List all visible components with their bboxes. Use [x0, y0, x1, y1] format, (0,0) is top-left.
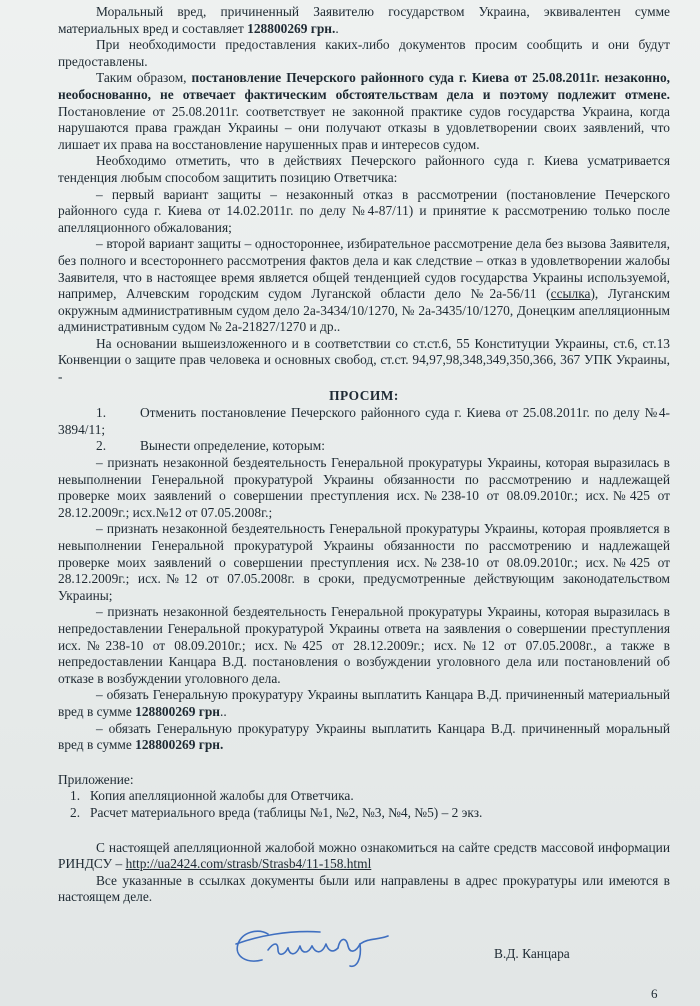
signature-block — [0, 920, 700, 990]
spacer — [58, 754, 670, 772]
section-heading-request: ПРОСИМ: — [329, 387, 399, 403]
document-body — [58, 4, 670, 906]
paragraph-conclusion: Таким образом, постановление Печерского районного суда г. Киева от 25.08.2011г. незаконно, необоснованно, не отвечает фактическим обстоятельствам дела и поэтому подлежит отмене. Постановление от 25.08.2011г. соответствует не законной практике судов государства Украина, когда нарушаются права граждан Украины – они получают отказы в удовлетворении своих заявлений, что лишает их права на восстановление нарушенных прав и интересов судом. — [58, 70, 670, 152]
sub-item-oblige-moral: – обязать Генеральную прокуратуру Украины выплатить Канцара В.Д. причиненный моральный вред в сумме 128800269 грн. — [58, 720, 670, 753]
signer-name: В.Д. Канцара — [494, 946, 570, 961]
attachment-item: 1. Копия апелляционной жалобы для Ответчика. — [70, 788, 354, 804]
reference-link[interactable]: ссылка — [550, 286, 591, 302]
spacer — [58, 822, 670, 840]
request-item-1: 1. Отменить постановление Печерского районного суда г. Киева от 25.08.2011г. по делу №4-3894/11; — [58, 405, 670, 437]
paragraph-moral-damage: Моральный вред, причиненный Заявителю государством Украина, эквивалентен сумме материальных вред и составляет 128800269 грн.. — [58, 4, 670, 36]
website-link[interactable]: http://ua2424.com/strasb/Strasb4/11-158.html — [125, 856, 372, 872]
attachments-title: Приложение: — [58, 771, 134, 787]
sub-item-oblige-material: – обязать Генеральную прокуратуру Украины выплатить Канцара В.Д. причиненный материальный вред в сумме 128800269 грн.. — [58, 687, 670, 719]
paragraph-first-variant: – первый вариант защиты – незаконный отказ в рассмотрении (постановление Печерского районного суда г. Киева от 14.02.2011г. по делу №4-87/11) и принятие к рассмотрению только после апелляционного обжалования; — [58, 186, 670, 235]
page-number: 6 — [651, 986, 658, 1001]
paragraph-legal-basis: На основании вышеизложенного и в соответствии со ст.ст.6, 55 Конституции Украины, ст.6, ст.13 Конвенции о защите прав человека и основных свобод, ст.ст. 94,97,98,348,349,350,366, 367 УПК Украины, - — [58, 335, 670, 385]
sub-item-recognize-2: – признать незаконной бездеятельность Генеральной прокуратуры Украины, которая проявляется в невыполнении Генеральной прокуратурой Украины обязанности по рассмотрению и надлежащей проверке моих заявлений о совершении преступления исх.№238-10 от 08.09.2010г.; исх.№425 от 28.12.2009г.; исх.№12 от 07.05.2008г. в сроки, предусмотренные действующим законодательством Украины; — [58, 521, 670, 603]
paragraph-documents-request: При необходимости предоставления каких-либо документов просим сообщить и они будут предоставлены. — [58, 37, 670, 69]
handwritten-signature — [228, 920, 408, 972]
request-item-2: 2. Вынести определение, которым: — [96, 438, 325, 454]
paragraph-tendency: Необходимо отметить, что в действиях Печерского районного суда г. Киева усматривается тенденция любым способом защитить позицию Ответчика: — [58, 153, 670, 185]
paragraph-documents-note: Все указанные в ссылках документы были или направлены в адрес прокуратуры или имеются в настоящем деле. — [58, 872, 670, 905]
sub-item-recognize-1: – признать незаконной бездеятельность Генеральной прокуратуры Украины, которая выразилась в невыполнении Генеральной прокуратурой Украины обязанности по рассмотрению и надлежащей проверке моих заявлений о совершении преступления исх.№238-10 от 08.09.2010г.; исх.№425 от 28.12.2009г.; исх.№12 от 07.05.2008г.; — [58, 455, 670, 520]
paragraph-website: С настоящей апелляционной жалобой можно ознакомиться на сайте средств массовой информации РИНДСУ – http://ua2424.com/strasb/Strasb4/11-158.html — [58, 839, 670, 872]
sub-item-recognize-3: – признать незаконной бездеятельность Генеральной прокуратуры Украины, которая выразилась в непредоставлении Генеральной прокуратурой Украины ответа на заявления о совершении преступления исх.№238-10 от 08.09.2010г.; исх.№425 от 28.12.2009г.; исх.№12 от 07.05.2008г., а также в непредоставлении Канцара В.Д. постановления о возбуждении уголовного дела или постановлений об отказе в возбуждении уголовного дела. — [58, 604, 670, 686]
attachment-item: 2. Расчет материального вреда (таблицы №1, №2, №3, №4, №5) – 2 экз. — [70, 804, 483, 820]
paragraph-second-variant: – второй вариант защиты – одностороннее, избирательное рассмотрение дела без вызова Заявителя, без полного и всестороннего рассмотрения фактов дела и как следствие – отказ в удовлетворении жалобы Заявителя, что в настоящее время является общей тенденцией судов государства Украины используемой, например, Алчевским городским судом Луганской области дело №2а-56/11 (ссылка), Луганским окружным административным судом дело 2а-3434/10/1270, № 2а-3435/10/1270, Донецким апелляционным административным судом № 2а-21827/1270 и др.. — [58, 236, 670, 335]
